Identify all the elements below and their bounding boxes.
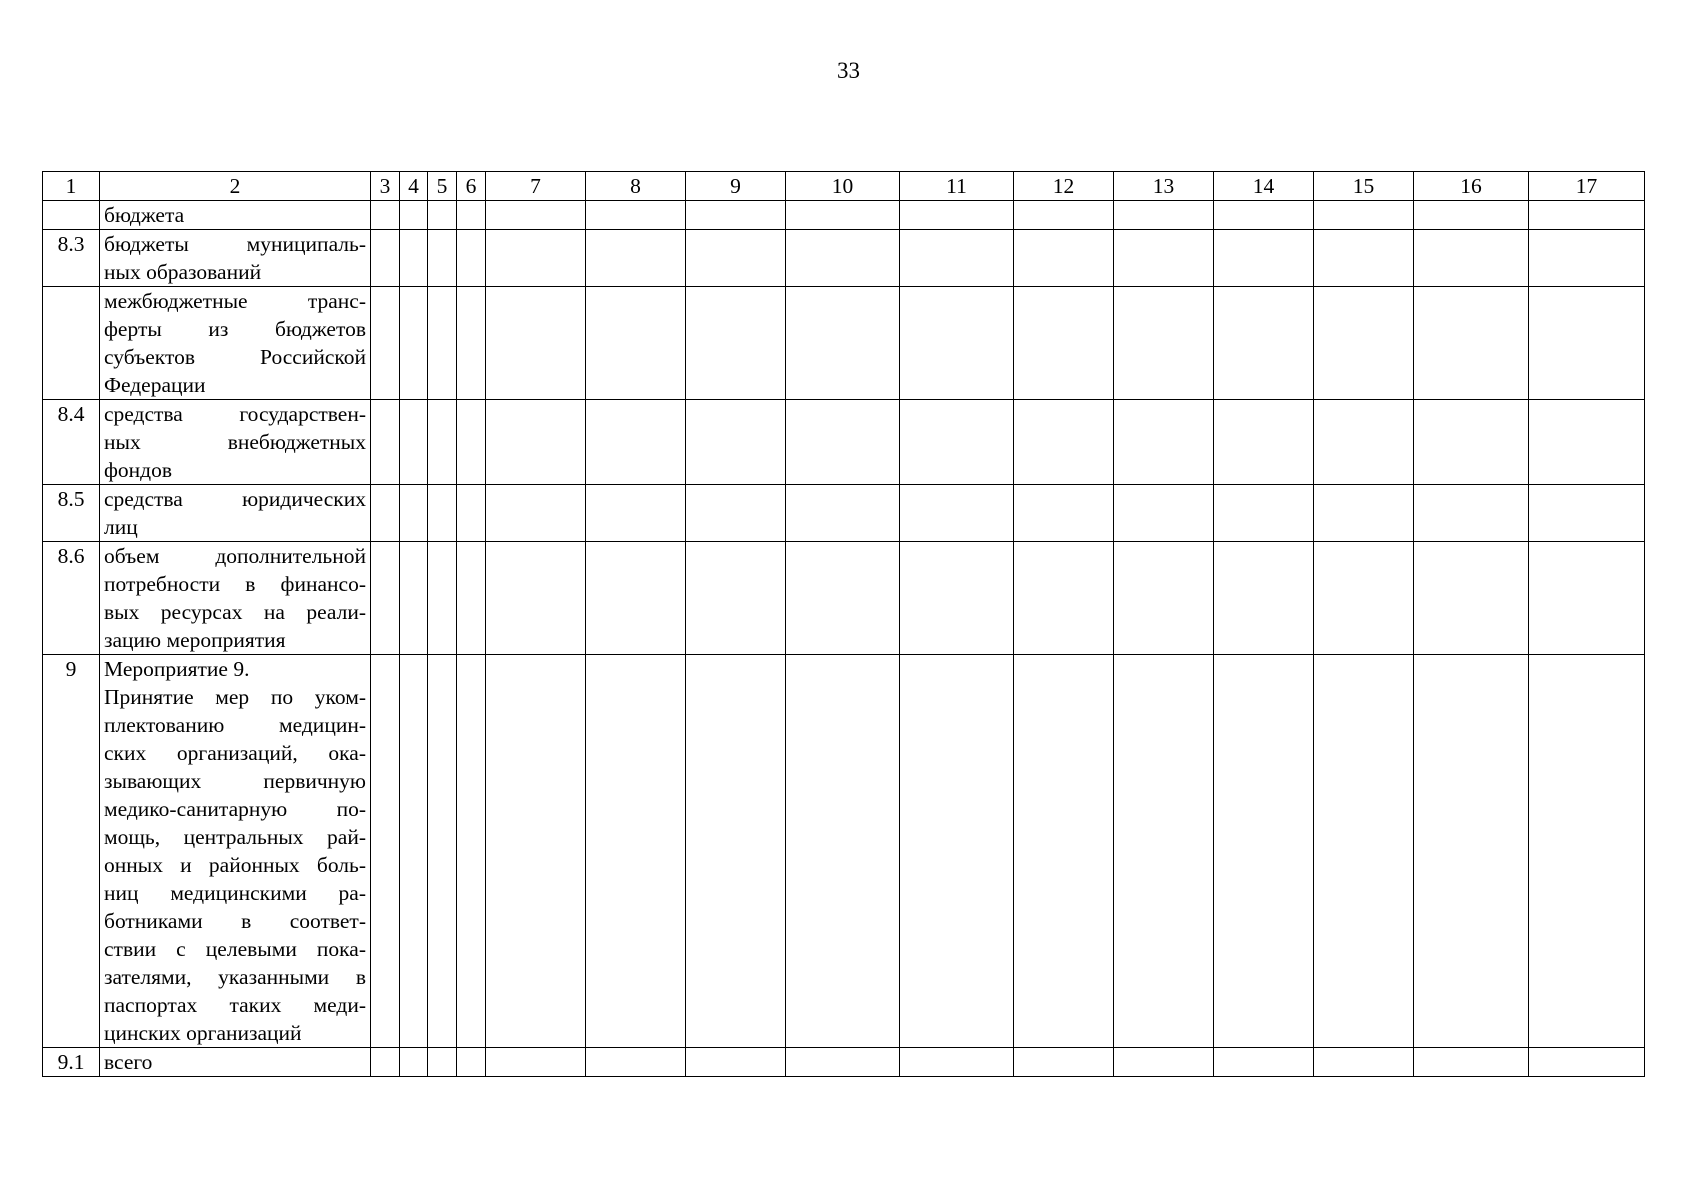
value-cell	[686, 201, 786, 230]
description-line: ных внебюджетных	[104, 430, 366, 454]
value-cell	[400, 485, 428, 542]
value-cell	[486, 230, 586, 287]
value-cell	[786, 655, 900, 1048]
header-cell: 15	[1314, 172, 1414, 201]
table-row	[43, 655, 1645, 1048]
value-cell	[586, 542, 686, 655]
value-cell	[1314, 542, 1414, 655]
value-cell	[457, 287, 486, 400]
value-cell	[1214, 400, 1314, 485]
table-header-row	[43, 172, 1645, 201]
value-cell	[1214, 1048, 1314, 1077]
value-cell	[400, 230, 428, 287]
value-cell	[428, 201, 457, 230]
value-cell	[586, 485, 686, 542]
description-line: средства государствен-	[104, 402, 366, 426]
value-cell	[457, 485, 486, 542]
value-cell	[1314, 201, 1414, 230]
value-cell	[371, 287, 400, 400]
header-cell: 1	[43, 172, 100, 201]
description-line: бюджета	[104, 203, 185, 227]
value-cell	[1214, 542, 1314, 655]
description-line: потребности в финансо-	[104, 572, 366, 596]
value-cell	[586, 400, 686, 485]
value-cell	[1114, 201, 1214, 230]
description-line: Мероприятие 9.	[104, 657, 250, 681]
value-cell	[786, 485, 900, 542]
header-cell: 2	[100, 172, 371, 201]
description-line: фондов	[104, 458, 173, 482]
value-cell	[1114, 655, 1214, 1048]
value-cell	[1414, 1048, 1529, 1077]
row-number-cell: 8.3	[43, 230, 100, 287]
description-line: зателями, указанными в	[104, 965, 366, 989]
description-line: всего	[104, 1050, 153, 1074]
description-line: ферты из бюджетов	[104, 317, 366, 341]
budget-table	[42, 171, 1645, 1077]
value-cell	[900, 1048, 1014, 1077]
row-number-cell: 9	[43, 655, 100, 1048]
value-cell	[1529, 287, 1645, 400]
value-cell	[1414, 400, 1529, 485]
value-cell	[371, 542, 400, 655]
value-cell	[400, 400, 428, 485]
value-cell	[457, 1048, 486, 1077]
value-cell	[900, 287, 1014, 400]
row-description-cell	[100, 287, 371, 400]
description-line: ских организаций, ока-	[104, 741, 366, 765]
value-cell	[486, 1048, 586, 1077]
value-cell	[586, 287, 686, 400]
value-cell	[586, 201, 686, 230]
value-cell	[486, 287, 586, 400]
description-line: бюджеты муниципаль-	[104, 232, 366, 256]
value-cell	[686, 287, 786, 400]
table-row	[43, 287, 1645, 400]
value-cell	[1529, 485, 1645, 542]
value-cell	[1314, 400, 1414, 485]
header-cell: 17	[1529, 172, 1645, 201]
row-description-cell	[100, 655, 371, 1048]
value-cell	[900, 230, 1014, 287]
value-cell	[1114, 542, 1214, 655]
value-cell	[400, 542, 428, 655]
value-cell	[1014, 1048, 1114, 1077]
value-cell	[1014, 655, 1114, 1048]
value-cell	[586, 1048, 686, 1077]
value-cell	[486, 542, 586, 655]
description-line: плектованию медицин-	[104, 713, 366, 737]
header-cell: 10	[786, 172, 900, 201]
value-cell	[1014, 400, 1114, 485]
value-cell	[457, 400, 486, 485]
header-cell: 13	[1114, 172, 1214, 201]
value-cell	[1414, 485, 1529, 542]
value-cell	[686, 1048, 786, 1077]
header-cell: 6	[457, 172, 486, 201]
value-cell	[786, 287, 900, 400]
value-cell	[1314, 655, 1414, 1048]
value-cell	[900, 542, 1014, 655]
description-line: ботниками в соответ-	[104, 909, 366, 933]
value-cell	[686, 230, 786, 287]
value-cell	[1314, 230, 1414, 287]
value-cell	[486, 655, 586, 1048]
value-cell	[1529, 1048, 1645, 1077]
value-cell	[428, 485, 457, 542]
row-number-cell: 8.5	[43, 485, 100, 542]
value-cell	[1214, 287, 1314, 400]
value-cell	[428, 1048, 457, 1077]
row-number-cell	[43, 287, 100, 400]
description-line: Федерации	[104, 373, 206, 397]
header-cell: 11	[900, 172, 1014, 201]
value-cell	[428, 655, 457, 1048]
value-cell	[400, 655, 428, 1048]
value-cell	[1214, 485, 1314, 542]
value-cell	[457, 230, 486, 287]
description-line: зывающих первичную	[104, 769, 366, 793]
value-cell	[1214, 201, 1314, 230]
value-cell	[1414, 230, 1529, 287]
row-description-cell	[100, 201, 371, 230]
description-line: цинских организаций	[104, 1021, 302, 1045]
value-cell	[486, 201, 586, 230]
table-row	[43, 230, 1645, 287]
value-cell	[371, 230, 400, 287]
value-cell	[1529, 542, 1645, 655]
value-cell	[686, 400, 786, 485]
row-description-cell	[100, 542, 371, 655]
description-line: ствии с целевыми пока-	[104, 937, 366, 961]
value-cell	[1114, 1048, 1214, 1077]
value-cell	[1414, 201, 1529, 230]
value-cell	[786, 542, 900, 655]
value-cell	[371, 655, 400, 1048]
value-cell	[686, 542, 786, 655]
value-cell	[900, 400, 1014, 485]
description-line: средства юридических	[104, 487, 366, 511]
value-cell	[457, 655, 486, 1048]
description-line: объем дополнительной	[104, 544, 366, 568]
value-cell	[1314, 1048, 1414, 1077]
value-cell	[486, 485, 586, 542]
value-cell	[1014, 485, 1114, 542]
value-cell	[1214, 230, 1314, 287]
value-cell	[1114, 400, 1214, 485]
value-cell	[1314, 287, 1414, 400]
value-cell	[586, 655, 686, 1048]
value-cell	[1529, 201, 1645, 230]
description-line: зацию мероприятия	[104, 628, 286, 652]
value-cell	[686, 655, 786, 1048]
value-cell	[1529, 230, 1645, 287]
value-cell	[428, 400, 457, 485]
header-cell: 7	[486, 172, 586, 201]
description-line: мощь, центральных рай-	[104, 825, 366, 849]
value-cell	[586, 230, 686, 287]
row-description-cell	[100, 230, 371, 287]
description-line: паспортах таких меди-	[104, 993, 366, 1017]
value-cell	[1414, 655, 1529, 1048]
value-cell	[400, 287, 428, 400]
value-cell	[900, 485, 1014, 542]
description-line: субъектов Российской	[104, 345, 366, 369]
value-cell	[1314, 485, 1414, 542]
value-cell	[1414, 287, 1529, 400]
description-line: Принятие мер по уком-	[104, 685, 366, 709]
value-cell	[1114, 485, 1214, 542]
value-cell	[900, 655, 1014, 1048]
row-number-cell: 9.1	[43, 1048, 100, 1077]
value-cell	[1014, 287, 1114, 400]
value-cell	[371, 400, 400, 485]
value-cell	[900, 201, 1014, 230]
value-cell	[1014, 230, 1114, 287]
value-cell	[1414, 542, 1529, 655]
header-cell: 12	[1014, 172, 1114, 201]
value-cell	[786, 1048, 900, 1077]
row-description-cell	[100, 485, 371, 542]
value-cell	[457, 542, 486, 655]
row-description-cell	[100, 1048, 371, 1077]
value-cell	[686, 485, 786, 542]
description-line: ниц медицинскими ра-	[104, 881, 366, 905]
value-cell	[428, 287, 457, 400]
value-cell	[1014, 201, 1114, 230]
value-cell	[1529, 400, 1645, 485]
description-line: лиц	[104, 515, 138, 539]
row-number-cell: 8.4	[43, 400, 100, 485]
value-cell	[457, 201, 486, 230]
header-cell: 8	[586, 172, 686, 201]
value-cell	[428, 542, 457, 655]
table-row	[43, 485, 1645, 542]
header-cell: 5	[428, 172, 457, 201]
value-cell	[371, 1048, 400, 1077]
table-row	[43, 201, 1645, 230]
description-line: ных образований	[104, 260, 262, 284]
table-row	[43, 400, 1645, 485]
value-cell	[371, 201, 400, 230]
row-number-cell: 8.6	[43, 542, 100, 655]
header-cell: 9	[686, 172, 786, 201]
header-cell: 3	[371, 172, 400, 201]
value-cell	[1114, 287, 1214, 400]
value-cell	[1014, 542, 1114, 655]
value-cell	[486, 400, 586, 485]
description-line: онных и районных боль-	[104, 853, 366, 877]
value-cell	[786, 230, 900, 287]
description-line: вых ресурсах на реали-	[104, 600, 366, 624]
header-cell: 4	[400, 172, 428, 201]
value-cell	[1114, 230, 1214, 287]
value-cell	[371, 485, 400, 542]
row-description-cell	[100, 400, 371, 485]
value-cell	[1529, 655, 1645, 1048]
description-line: межбюджетные транс-	[104, 289, 366, 313]
row-number-cell	[43, 201, 100, 230]
value-cell	[428, 230, 457, 287]
value-cell	[786, 400, 900, 485]
table-row	[43, 1048, 1645, 1077]
value-cell	[786, 201, 900, 230]
header-cell: 16	[1414, 172, 1529, 201]
value-cell	[400, 201, 428, 230]
value-cell	[400, 1048, 428, 1077]
value-cell	[1214, 655, 1314, 1048]
description-line: медико-санитарную по-	[104, 797, 366, 821]
page-number: 33	[837, 58, 860, 83]
table-row	[43, 542, 1645, 655]
header-cell: 14	[1214, 172, 1314, 201]
